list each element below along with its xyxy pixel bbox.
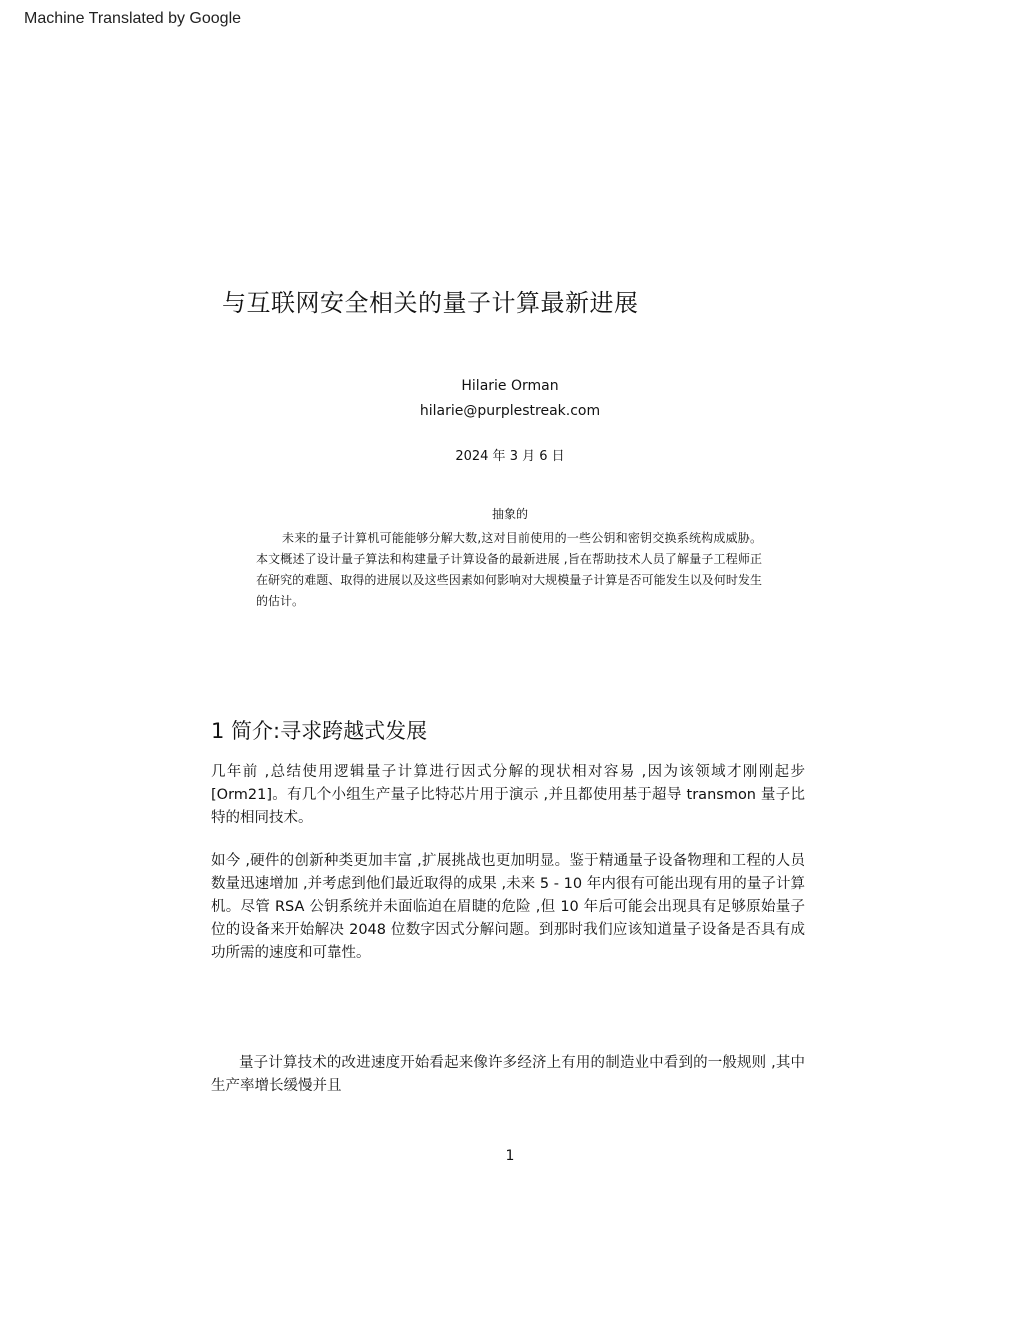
author-name: Hilarie Orman bbox=[461, 378, 559, 394]
body-paragraph: 如今 ,硬件的创新种类更加丰富 ,扩展挑战也更加明显。鉴于精通量子设备物理和工程的人员数量迅速增加 ,并考虑到他们最近取得的成果 ,未来 5 - 10 年内很有可能出现有用的量子计算机。尽管 RSA 公钥系统并未面临迫在眉睫的危险 ,但 10 年后可能会出现具有足够原始量子位的设备来开始解决 2048 位数字因式分解问题。到那时我们应该知道量子设备是否具有成功所需的速度和可靠性。 bbox=[211, 853, 805, 961]
abstract-body: 未来的量子计算机可能能够分解大数,这对目前使用的一些公钥和密钥交换系统构成威胁。本文概述了设计量子算法和构建量子计算设备的最新进展 ,旨在帮助技术人员了解量子工程师正在研究的难题、取得的进展以及这些因素如何影响对大规模量子计算是否可能发生以及何时发生的估计。 bbox=[256, 531, 762, 608]
section-heading: 1 简介:寻求跨越式发展 bbox=[211, 719, 428, 743]
document-title: 与互联网安全相关的量子计算最新进展 bbox=[222, 289, 639, 317]
abstract-heading: 抽象的 bbox=[491, 507, 528, 521]
page-number: 1 bbox=[505, 1148, 515, 1164]
body-paragraph: 量子计算技术的改进速度开始看起来像许多经济上有用的制造业中看到的一般规则 ,其中生产率增长缓慢并且 bbox=[211, 1055, 805, 1094]
machine-translation-banner: Machine Translated by Google bbox=[24, 10, 242, 27]
author-email: hilarie@purplestreak.com bbox=[419, 403, 601, 419]
body-paragraph: 几年前 ,总结使用逻辑量子计算进行因式分解的现状相对容易 ,因为该领域才刚刚起步 [Orm21]。有几个小组生产量子比特芯片用于演示 ,并且都使用基于超导 transmon 量子比特的相同技术。 bbox=[211, 764, 805, 826]
document-date: 2024 年 3 月 6 日 bbox=[455, 449, 565, 464]
